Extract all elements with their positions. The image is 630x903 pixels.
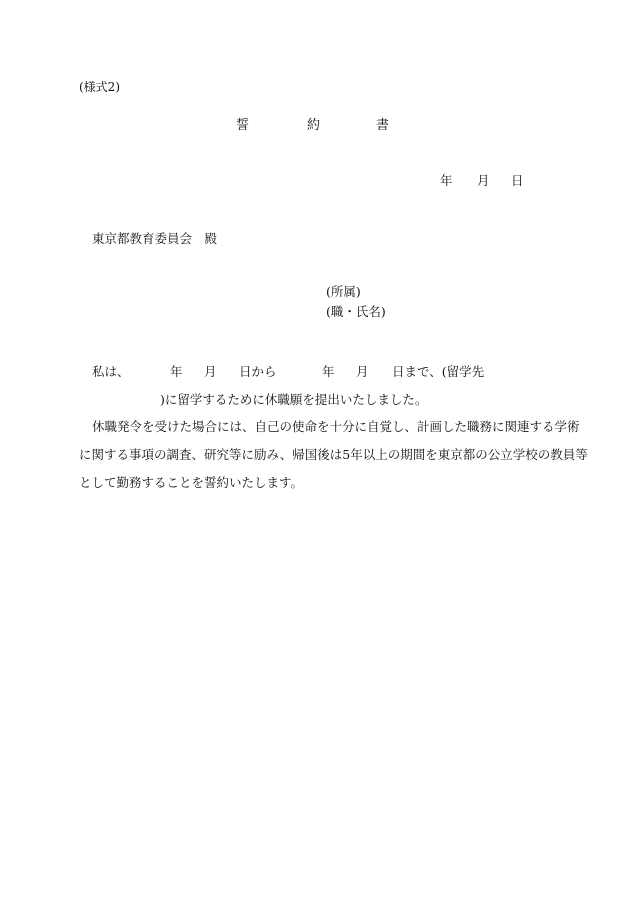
start-year-label: 年 bbox=[170, 364, 183, 379]
end-year-label: 年 bbox=[322, 364, 335, 379]
addressee: 東京都教育委員会 殿 bbox=[92, 231, 218, 246]
date-year-label: 年 bbox=[440, 173, 453, 188]
pledge-line-2: に関する事項の調査、研究等に励み、帰国後は5年以上の期間を東京都の公立学校の教員等 bbox=[79, 447, 588, 462]
body-prefix: 私は、 bbox=[92, 364, 130, 379]
position-name-label: (職・氏名) bbox=[326, 304, 386, 319]
start-day-label: 日から bbox=[239, 364, 277, 379]
end-day-label: 日まで、(留学先 bbox=[392, 364, 485, 379]
title-char: 書 bbox=[376, 118, 390, 133]
title-char: 誓 bbox=[236, 118, 250, 133]
end-month-label: 月 bbox=[356, 364, 369, 379]
form-label: (様式2) bbox=[79, 80, 120, 94]
title-char: 約 bbox=[307, 118, 321, 133]
pledge-line-3: として勤務することを誓約いたします。 bbox=[79, 475, 304, 490]
affiliation-label: (所属) bbox=[326, 284, 361, 299]
date-month-label: 月 bbox=[477, 173, 490, 188]
date-day-label: 日 bbox=[511, 173, 524, 188]
pledge-line-1: 休職発令を受けた場合には、自己の使命を十分に自覚し、計画した職務に関連する学術 bbox=[92, 419, 580, 434]
body-line-2: )に留学するために休職願を提出いたしました。 bbox=[160, 392, 428, 407]
start-month-label: 月 bbox=[204, 364, 217, 379]
